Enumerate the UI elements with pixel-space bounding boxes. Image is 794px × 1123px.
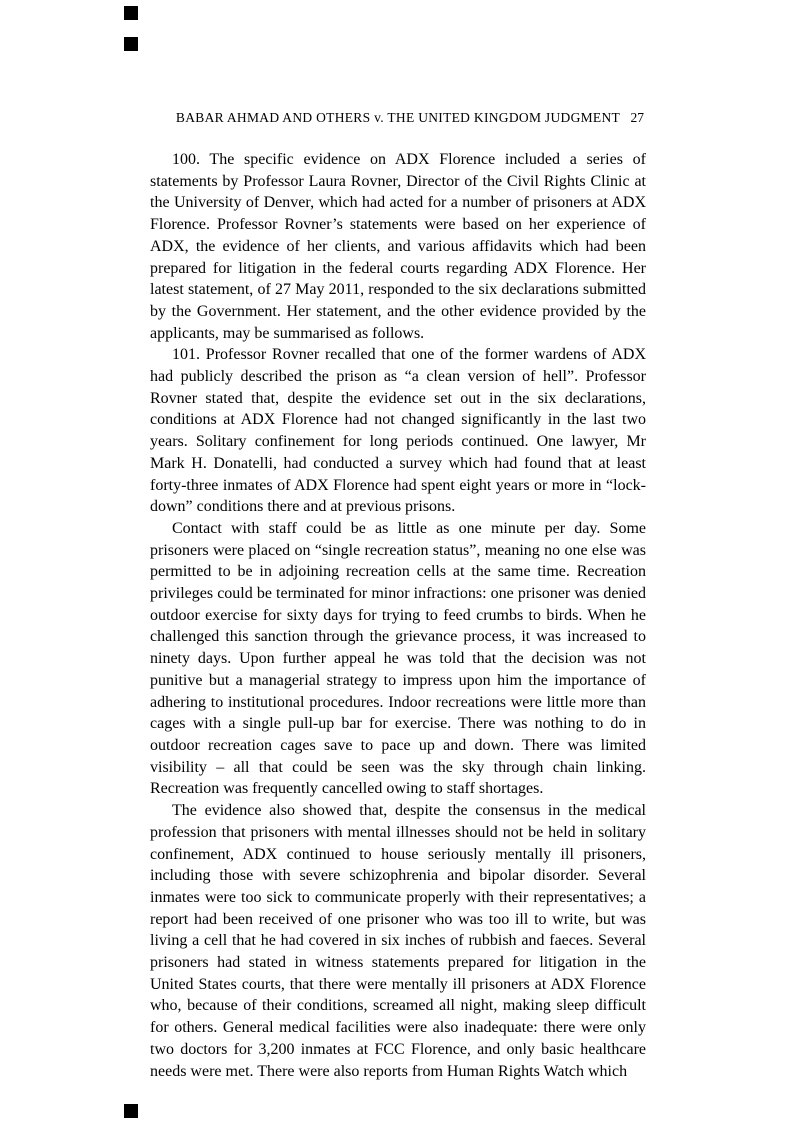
crop-mark (124, 1104, 138, 1118)
paragraph-medical-evidence: The evidence also showed that, despite the consensus in the medical profession that prisoners with mental illnesses should not be held in solitary confinement, ADX continued to house seriously mentally ill prisoners, including those with severe schizophrenia and bipolar disorder. Several inmates were too sick to communicate properly with their representatives; a report had been received of one prisoner who was too ill to write, but was living a cell that he had covered in six inches of rubbish and faeces. Several prisoners had stated in witness statements prepared for litigation in the United States courts, that there were mentally ill prisoners at ADX Florence who, because of their conditions, screamed all night, making sleep difficult for others. General medical facilities were also inadequate: there were only two doctors for 3,200 inmates at FCC Florence, and only basic healthcare needs were met. There were also reports from Human Rights Watch which (150, 802, 646, 1080)
paragraph-contact-with-staff: Contact with staff could be as little as one minute per day. Some prisoners were placed on “single recreation status”, meaning no one else was permitted to be in adjoining recreation cells at the same time. Recreation privileges could be terminated for minor infractions: one prisoner was denied outdoor exercise for sixty days for trying to feed crumbs to birds. When he challenged this sanction through the grievance process, it was increased to ninety days. Upon further appeal he was told that the decision was not punitive but a managerial strategy to impress upon him the importance of adhering to institutional procedures. Indoor recreations were little more than cages with a single pull-up bar for exercise. There was nothing to do in outdoor recreation cages save to pace up and down. There was limited visibility – all that could be seen was the sky through chain linking. Recreation was frequently cancelled owing to staff shortages. (150, 519, 646, 798)
paragraph-101: 101. Professor Rovner recalled that one of the former wardens of ADX had publicly described the prison as “a clean version of hell”. Professor Rovner stated that, despite the evidence set out in the six declarations, conditions at ADX Florence had not changed significantly in the last two years. Solitary confinement for long periods continued. One lawyer, Mr Mark H. Donatelli, had conducted a survey which had found that at least forty-three inmates of ADX Florence had spent eight years or more in “lock-down” conditions there and at previous prisons. (150, 346, 646, 516)
judgment-text (150, 149, 646, 1082)
crop-mark (124, 37, 138, 51)
paragraph-100: 100. The specific evidence on ADX Florence included a series of statements by Professor Laura Rovner, Director of the Civil Rights Clinic at the University of Denver, which had acted for a number of prisoners at ADX Florence. Professor Rovner’s statements were based on her experience of ADX, the evidence of her clients, and various affidavits which had been prepared for litigation in the federal courts regarding ADX Florence. Her latest statement, of 27 May 2011, responded to the six declarations submitted by the Government. Her statement, and the other evidence provided by the applicants, may be summarised as follows. (150, 151, 646, 342)
running-title: BABAR AHMAD AND OTHERS v. THE UNITED KINGDOM JUDGMENT (175, 110, 621, 125)
page-header (150, 110, 646, 126)
crop-mark (124, 6, 138, 20)
page-number: 27 (630, 110, 644, 125)
